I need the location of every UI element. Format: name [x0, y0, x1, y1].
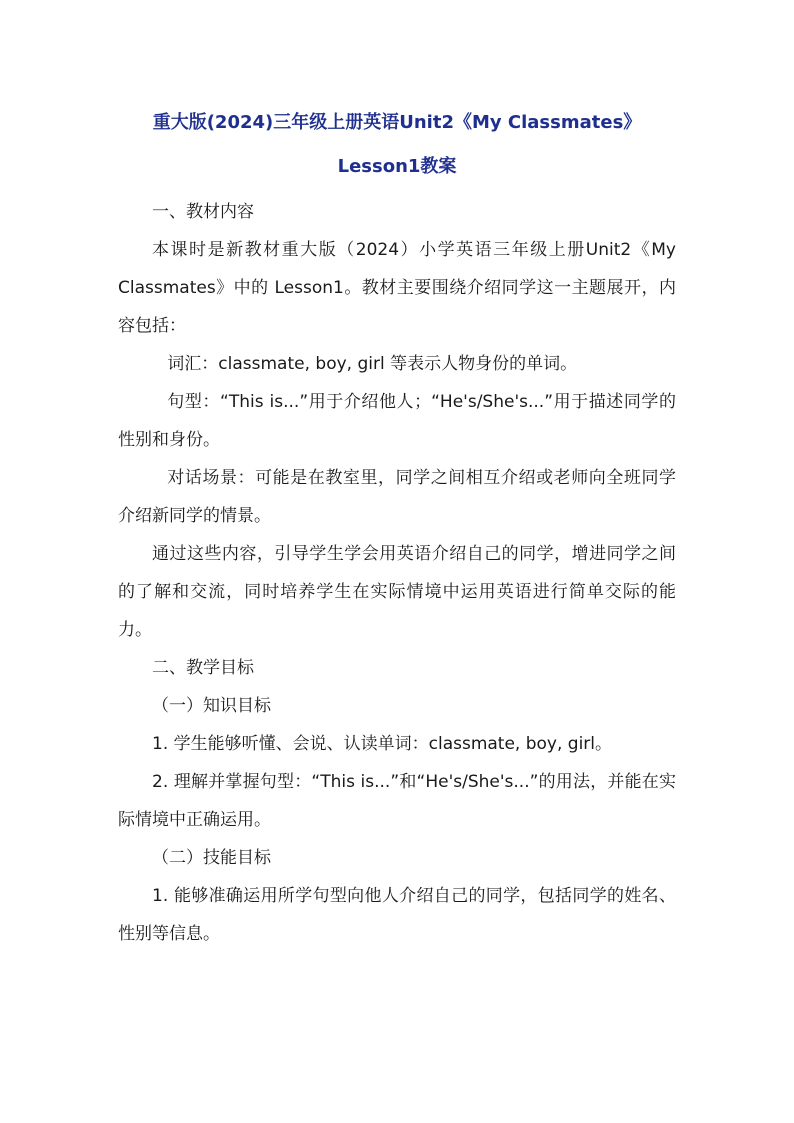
subheading-skill-goals: （二）技能目标 — [152, 848, 271, 868]
paragraph-dialogue-scene: 对话场景：可能是在教室里，同学之间相互介绍或老师向全班同学介绍新同学的情景。 — [118, 468, 676, 526]
paragraph-lesson-intro: 本课时是新教材重大版（2024）小学英语三年级上册Unit2《My Classmates》中的 Lesson1。教材主要围绕介绍同学这一主题展开，内容包括： — [118, 240, 676, 336]
paragraph-summary: 通过这些内容，引导学生学会用英语介绍自己的同学，增进同学之间的了解和交流，同时培养学生在实际情境中运用英语进行简单交际的能力。 — [118, 544, 676, 640]
list-item-knowledge-2: 2. 理解并掌握句型：“This is...”和“He's/She's...”的用法，并能在实际情境中正确运用。 — [118, 772, 676, 830]
section-heading-teaching-content: 一、教材内容 — [152, 202, 254, 222]
subheading-knowledge-goals: （一）知识目标 — [152, 696, 271, 716]
list-item-knowledge-1: 1. 学生能够听懂、会说、认读单词：classmate, boy, girl。 — [152, 734, 613, 754]
list-item-skill-1: 1. 能够准确运用所学句型向他人介绍自己的同学，包括同学的姓名、性别等信息。 — [118, 886, 676, 944]
document-title: 重大版(2024)三年级上册英语Unit2《My Classmates》Lesson1教案 — [152, 112, 642, 177]
paragraph-sentence-patterns: 句型：“This is...”用于介绍他人；“He's/She's...”用于描述同学的性别和身份。 — [118, 392, 676, 450]
paragraph-vocabulary: 词汇：classmate, boy, girl 等表示人物身份的单词。 — [167, 354, 578, 374]
section-heading-teaching-goals: 二、教学目标 — [152, 658, 254, 678]
